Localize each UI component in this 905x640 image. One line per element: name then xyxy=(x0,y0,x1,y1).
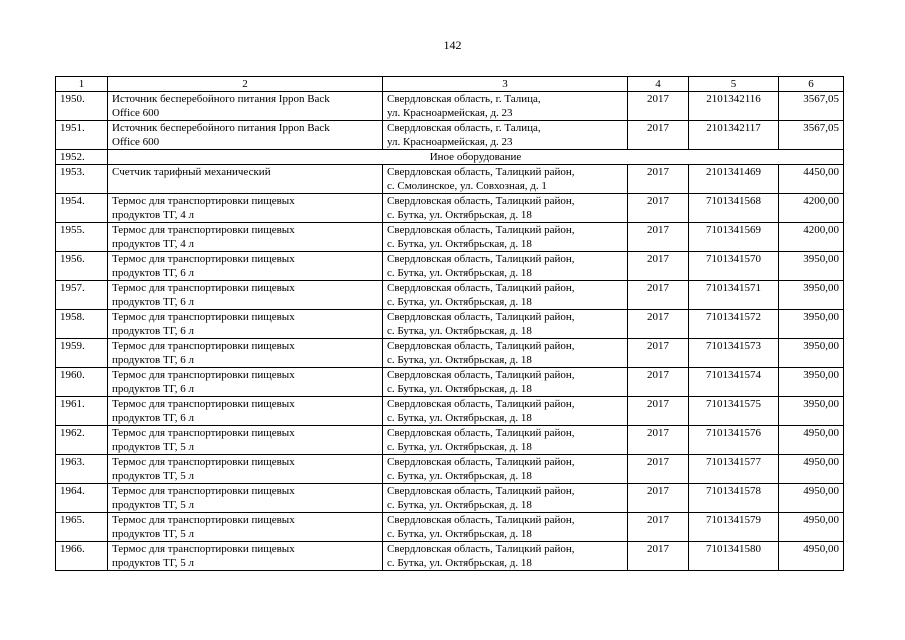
row-number-cell: 1963. xyxy=(56,455,108,484)
item-cost-cell: 4200,00 xyxy=(779,223,844,252)
table-row xyxy=(56,455,844,484)
item-name-line: Термос для транспортировки пищевых xyxy=(112,543,295,555)
item-name-cell xyxy=(108,121,383,150)
item-year-cell: 2017 xyxy=(628,484,689,513)
item-cost-cell: 3950,00 xyxy=(779,310,844,339)
section-row xyxy=(56,150,844,165)
item-address-line: с. Бутка, ул. Октябрьская, д. 18 xyxy=(387,209,532,221)
table-header-row xyxy=(56,77,844,92)
item-year-cell: 2017 xyxy=(628,194,689,223)
header-cell-address: 3 xyxy=(383,77,628,92)
item-address-cell xyxy=(383,368,628,397)
row-number-cell: 1952. xyxy=(56,150,108,165)
header-cell-number: 1 xyxy=(56,77,108,92)
row-number-cell: 1958. xyxy=(56,310,108,339)
inventory-number-cell: 2101341469 xyxy=(689,165,779,194)
row-number-cell: 1950. xyxy=(56,92,108,121)
header-cell-price: 6 xyxy=(779,77,844,92)
item-name-line: продуктов ТГ, 6 л xyxy=(112,325,195,337)
item-name-cell xyxy=(108,513,383,542)
header-cell-name: 2 xyxy=(108,77,383,92)
table-row xyxy=(56,121,844,150)
inventory-number-cell: 7101341571 xyxy=(689,281,779,310)
item-cost-cell: 4950,00 xyxy=(779,455,844,484)
row-number-cell: 1964. xyxy=(56,484,108,513)
item-cost-cell: 4950,00 xyxy=(779,426,844,455)
row-number-cell: 1959. xyxy=(56,339,108,368)
table-row xyxy=(56,426,844,455)
inventory-number-cell: 7101341575 xyxy=(689,397,779,426)
table-row xyxy=(56,194,844,223)
item-year-cell: 2017 xyxy=(628,339,689,368)
item-address-cell xyxy=(383,223,628,252)
inventory-number-cell: 7101341578 xyxy=(689,484,779,513)
item-cost-cell: 3950,00 xyxy=(779,368,844,397)
item-name-line: Термос для транспортировки пищевых xyxy=(112,369,295,381)
item-year-cell: 2017 xyxy=(628,281,689,310)
item-name-line: продуктов ТГ, 5 л xyxy=(112,528,195,540)
item-year-cell: 2017 xyxy=(628,121,689,150)
inventory-number-cell: 7101341568 xyxy=(689,194,779,223)
inventory-number-cell: 7101341573 xyxy=(689,339,779,368)
item-name-cell xyxy=(108,484,383,513)
item-name-line: Источник бесперебойного питания Ippon Back xyxy=(112,93,330,105)
item-address-line: Свердловская область, Талицкий район, xyxy=(387,166,575,178)
item-year-cell: 2017 xyxy=(628,252,689,281)
row-number-cell: 1954. xyxy=(56,194,108,223)
item-name-line: Термос для транспортировки пищевых xyxy=(112,427,295,439)
item-address-line: Свердловская область, Талицкий район, xyxy=(387,253,575,265)
item-year-cell: 2017 xyxy=(628,397,689,426)
item-address-cell xyxy=(383,121,628,150)
section-title-cell: Иное оборудование xyxy=(108,150,844,165)
item-address-cell xyxy=(383,542,628,571)
item-address-cell xyxy=(383,310,628,339)
item-address-cell xyxy=(383,426,628,455)
table-body xyxy=(56,77,844,571)
item-name-cell xyxy=(108,397,383,426)
table-row xyxy=(56,165,844,194)
inventory-number-cell: 7101341576 xyxy=(689,426,779,455)
item-cost-cell: 3950,00 xyxy=(779,397,844,426)
item-name-line: Термос для транспортировки пищевых xyxy=(112,340,295,352)
inventory-number-cell: 2101342116 xyxy=(689,92,779,121)
row-number-cell: 1961. xyxy=(56,397,108,426)
table-row xyxy=(56,310,844,339)
item-address-line: Свердловская область, Талицкий район, xyxy=(387,427,575,439)
item-cost-cell: 3950,00 xyxy=(779,281,844,310)
item-address-line: ул. Красноармейская, д. 23 xyxy=(387,136,513,148)
item-address-cell xyxy=(383,339,628,368)
item-address-line: с. Бутка, ул. Октябрьская, д. 18 xyxy=(387,354,532,366)
item-address-line: Свердловская область, Талицкий район, xyxy=(387,195,575,207)
item-year-cell: 2017 xyxy=(628,92,689,121)
header-cell-year: 4 xyxy=(628,77,689,92)
item-cost-cell: 4950,00 xyxy=(779,542,844,571)
item-address-cell xyxy=(383,455,628,484)
table-row xyxy=(56,484,844,513)
item-name-line: Термос для транспортировки пищевых xyxy=(112,456,295,468)
item-name-cell xyxy=(108,455,383,484)
item-address-cell xyxy=(383,252,628,281)
row-number-cell: 1962. xyxy=(56,426,108,455)
table-row xyxy=(56,92,844,121)
item-name-line: Термос для транспортировки пищевых xyxy=(112,195,295,207)
item-name-line: Термос для транспортировки пищевых xyxy=(112,224,295,236)
item-year-cell: 2017 xyxy=(628,223,689,252)
item-address-cell xyxy=(383,513,628,542)
item-name-cell xyxy=(108,281,383,310)
item-name-line: Термос для транспортировки пищевых xyxy=(112,514,295,526)
item-year-cell: 2017 xyxy=(628,542,689,571)
item-address-line: Свердловская область, г. Талица, xyxy=(387,122,541,134)
item-name-line: Термос для транспортировки пищевых xyxy=(112,282,295,294)
item-name-cell xyxy=(108,368,383,397)
row-number-cell: 1956. xyxy=(56,252,108,281)
item-cost-cell: 4950,00 xyxy=(779,513,844,542)
inventory-number-cell: 7101341569 xyxy=(689,223,779,252)
item-address-line: Свердловская область, Талицкий район, xyxy=(387,485,575,497)
table-row xyxy=(56,223,844,252)
item-address-line: Свердловская область, Талицкий район, xyxy=(387,340,575,352)
item-address-line: с. Бутка, ул. Октябрьская, д. 18 xyxy=(387,296,532,308)
row-number-cell: 1953. xyxy=(56,165,108,194)
row-number-cell: 1955. xyxy=(56,223,108,252)
item-address-line: Свердловская область, Талицкий район, xyxy=(387,543,575,555)
item-cost-cell: 4200,00 xyxy=(779,194,844,223)
item-address-cell xyxy=(383,397,628,426)
item-name-cell xyxy=(108,194,383,223)
item-address-line: Свердловская область, Талицкий район, xyxy=(387,282,575,294)
inventory-number-cell: 7101341577 xyxy=(689,455,779,484)
item-address-cell xyxy=(383,194,628,223)
item-address-cell xyxy=(383,92,628,121)
item-year-cell: 2017 xyxy=(628,165,689,194)
item-name-cell xyxy=(108,426,383,455)
item-name-cell xyxy=(108,92,383,121)
item-address-line: с. Смолинское, ул. Совхозная, д. 1 xyxy=(387,180,547,192)
item-address-cell xyxy=(383,484,628,513)
item-name-cell xyxy=(108,223,383,252)
item-name-line: продуктов ТГ, 5 л xyxy=(112,441,195,453)
header-cell-code: 5 xyxy=(689,77,779,92)
item-name-line: продуктов ТГ, 4 л xyxy=(112,209,195,221)
inventory-number-cell: 2101342117 xyxy=(689,121,779,150)
item-address-line: ул. Красноармейская, д. 23 xyxy=(387,107,513,119)
item-name-line: продуктов ТГ, 5 л xyxy=(112,470,195,482)
item-address-cell xyxy=(383,165,628,194)
item-address-line: с. Бутка, ул. Октябрьская, д. 18 xyxy=(387,528,532,540)
item-address-line: Свердловская область, Талицкий район, xyxy=(387,514,575,526)
row-number-cell: 1965. xyxy=(56,513,108,542)
table-row xyxy=(56,368,844,397)
item-cost-cell: 4950,00 xyxy=(779,484,844,513)
inventory-number-cell: 7101341580 xyxy=(689,542,779,571)
item-name-line: Office 600 xyxy=(112,136,160,148)
table-row xyxy=(56,339,844,368)
item-name-line: Термос для транспортировки пищевых xyxy=(112,485,295,497)
item-cost-cell: 3950,00 xyxy=(779,339,844,368)
item-cost-cell: 3567,05 xyxy=(779,92,844,121)
item-cost-cell: 4450,00 xyxy=(779,165,844,194)
item-address-line: с. Бутка, ул. Октябрьская, д. 18 xyxy=(387,557,532,569)
item-name-line: Термос для транспортировки пищевых xyxy=(112,311,295,323)
inventory-number-cell: 7101341579 xyxy=(689,513,779,542)
item-cost-cell: 3567,05 xyxy=(779,121,844,150)
inventory-number-cell: 7101341572 xyxy=(689,310,779,339)
item-address-line: с. Бутка, ул. Октябрьская, д. 18 xyxy=(387,238,532,250)
item-year-cell: 2017 xyxy=(628,426,689,455)
item-address-line: с. Бутка, ул. Октябрьская, д. 18 xyxy=(387,499,532,511)
item-name-line: Office 600 xyxy=(112,107,160,119)
item-name-line: продуктов ТГ, 6 л xyxy=(112,267,195,279)
item-address-line: Свердловская область, г. Талица, xyxy=(387,93,541,105)
inventory-table xyxy=(55,76,844,571)
item-address-line: с. Бутка, ул. Октябрьская, д. 18 xyxy=(387,470,532,482)
item-address-line: с. Бутка, ул. Октябрьская, д. 18 xyxy=(387,267,532,279)
item-name-line: продуктов ТГ, 5 л xyxy=(112,499,195,511)
item-name-cell xyxy=(108,165,383,194)
item-year-cell: 2017 xyxy=(628,310,689,339)
item-address-line: с. Бутка, ул. Октябрьская, д. 18 xyxy=(387,383,532,395)
table-row xyxy=(56,542,844,571)
table-row xyxy=(56,281,844,310)
item-year-cell: 2017 xyxy=(628,513,689,542)
table-row xyxy=(56,252,844,281)
item-name-line: продуктов ТГ, 6 л xyxy=(112,354,195,366)
row-number-cell: 1957. xyxy=(56,281,108,310)
item-name-line: Термос для транспортировки пищевых xyxy=(112,398,295,410)
item-address-line: Свердловская область, Талицкий район, xyxy=(387,311,575,323)
item-name-cell xyxy=(108,310,383,339)
item-address-line: Свердловская область, Талицкий район, xyxy=(387,398,575,410)
table-row xyxy=(56,397,844,426)
item-address-cell xyxy=(383,281,628,310)
row-number-cell: 1951. xyxy=(56,121,108,150)
item-name-line: продуктов ТГ, 6 л xyxy=(112,412,195,424)
item-address-line: с. Бутка, ул. Октябрьская, д. 18 xyxy=(387,412,532,424)
inventory-number-cell: 7101341570 xyxy=(689,252,779,281)
item-name-cell xyxy=(108,252,383,281)
item-name-line: Счетчик тарифный механический xyxy=(112,166,271,178)
item-address-line: с. Бутка, ул. Октябрьская, д. 18 xyxy=(387,441,532,453)
item-name-line: Термос для транспортировки пищевых xyxy=(112,253,295,265)
item-address-line: Свердловская область, Талицкий район, xyxy=(387,456,575,468)
item-name-cell xyxy=(108,339,383,368)
item-cost-cell: 3950,00 xyxy=(779,252,844,281)
item-year-cell: 2017 xyxy=(628,455,689,484)
item-year-cell: 2017 xyxy=(628,368,689,397)
item-name-line: Источник бесперебойного питания Ippon Back xyxy=(112,122,330,134)
item-address-line: с. Бутка, ул. Октябрьская, д. 18 xyxy=(387,325,532,337)
item-address-line: Свердловская область, Талицкий район, xyxy=(387,369,575,381)
item-name-line: продуктов ТГ, 6 л xyxy=(112,296,195,308)
item-name-cell xyxy=(108,542,383,571)
row-number-cell: 1960. xyxy=(56,368,108,397)
row-number-cell: 1966. xyxy=(56,542,108,571)
table-row xyxy=(56,513,844,542)
item-name-line: продуктов ТГ, 4 л xyxy=(112,238,195,250)
item-name-line: продуктов ТГ, 6 л xyxy=(112,383,195,395)
page-number: 142 xyxy=(443,38,462,52)
inventory-number-cell: 7101341574 xyxy=(689,368,779,397)
item-name-line: продуктов ТГ, 5 л xyxy=(112,557,195,569)
item-address-line: Свердловская область, Талицкий район, xyxy=(387,224,575,236)
